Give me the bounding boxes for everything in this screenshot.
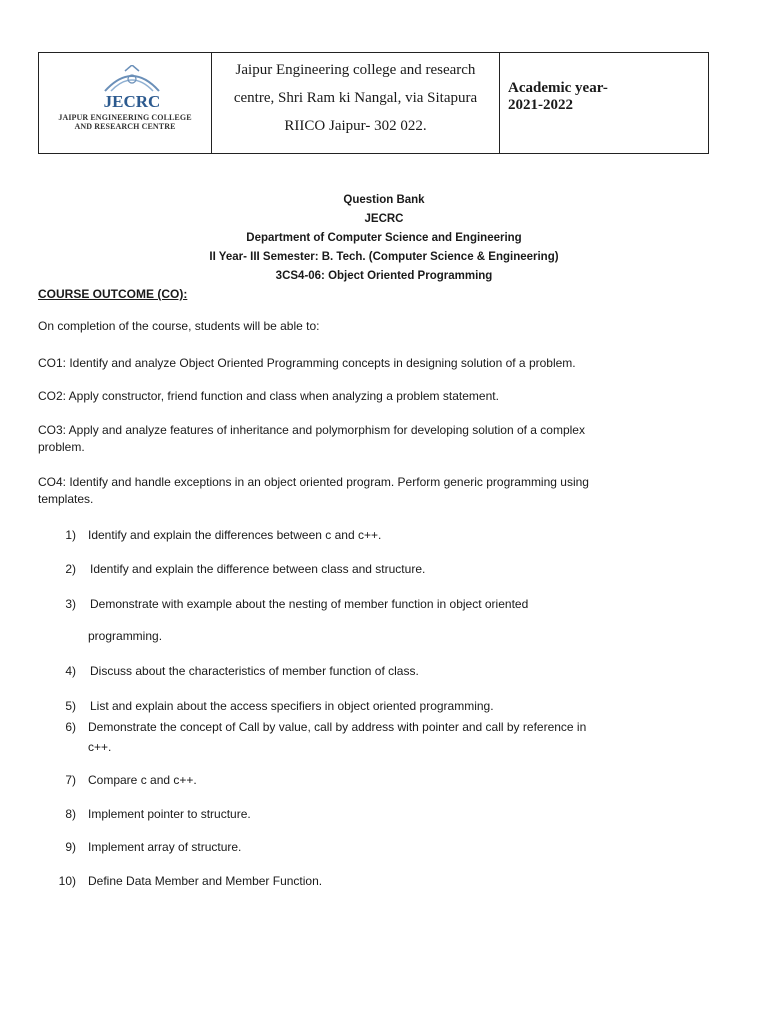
- co3-line-1: CO3: Apply and analyze features of inheritance and polymorphism for developing solution of a complex: [38, 423, 585, 437]
- question-number: 8): [65, 807, 76, 821]
- question-number: 3): [65, 597, 76, 611]
- logo-text: JECRC: [103, 92, 161, 111]
- question-text: Implement pointer to structure.: [88, 807, 251, 821]
- question-text: Identify and explain the difference between class and structure.: [90, 562, 426, 576]
- course-outcome-co3: [38, 422, 678, 456]
- address-line-2: centre, Shri Ram ki Nangal, via Sitapura: [233, 90, 478, 106]
- question-text: Define Data Member and Member Function.: [88, 874, 323, 888]
- header-table: [38, 52, 709, 154]
- question-text: Compare c and c++.: [88, 773, 197, 787]
- logo-cell: [39, 53, 212, 153]
- title-semester: II Year- III Semester: B. Tech. (Computer Science & Engineering): [209, 251, 559, 263]
- course-outcome-co1: CO1: Identify and analyze Object Oriented Programming concepts in designing solution of a problem.: [38, 356, 576, 370]
- co4-line-1: CO4: Identify and handle exceptions in an object oriented program. Perform generic programming using: [38, 475, 589, 489]
- question-number: 4): [65, 664, 76, 678]
- title-institution: JECRC: [364, 213, 404, 225]
- question-text: Implement array of structure.: [88, 840, 242, 854]
- co3-line-2: problem.: [38, 440, 85, 454]
- academic-year-label: Academic year-: [508, 80, 608, 96]
- course-outcome-heading: COURSE OUTCOME (CO):: [38, 287, 188, 301]
- question-text: Discuss about the characteristics of member function of class.: [90, 664, 419, 678]
- question-text-continued: programming.: [88, 629, 163, 643]
- address-line-3: RIICO Jaipur- 302 022.: [284, 118, 427, 134]
- question-text: Identify and explain the differences between c and c++.: [88, 528, 382, 542]
- question-number: 9): [65, 840, 76, 854]
- title-department: Department of Computer Science and Engineering: [246, 232, 522, 244]
- question-number: 7): [65, 773, 76, 787]
- question-number: 10): [58, 874, 76, 888]
- question-text: List and explain about the access specifiers in object oriented programming.: [90, 699, 494, 713]
- course-outcome-co2: CO2: Apply constructor, friend function and class when analyzing a problem statement.: [38, 389, 499, 403]
- address-cell: [212, 53, 500, 153]
- question-number: 1): [65, 528, 76, 542]
- logo-caption-line2: AND RESEARCH CENTRE: [74, 122, 176, 131]
- title-question-bank: Question Bank: [343, 194, 425, 206]
- question-number: 6): [65, 720, 76, 734]
- question-number: 2): [65, 562, 76, 576]
- address-line-1: Jaipur Engineering college and research: [235, 62, 476, 78]
- co4-line-2: templates.: [38, 492, 94, 506]
- course-outcome-intro: On completion of the course, students will be able to:: [38, 319, 320, 333]
- question-text: Demonstrate with example about the nesting of member function in object oriented: [90, 597, 529, 611]
- academic-year-value: 2021-2022: [508, 97, 573, 113]
- question-text: Demonstrate the concept of Call by value, call by address with pointer and call by reference in: [88, 720, 587, 734]
- question-text-continued: c++.: [88, 740, 112, 754]
- logo-caption-line1: JAIPUR ENGINEERING COLLEGE: [58, 113, 192, 122]
- course-outcome-co4: [38, 474, 678, 508]
- logo-caption: [43, 113, 207, 131]
- document-titles: [0, 191, 768, 286]
- jecrc-logo: [95, 65, 169, 113]
- question-number: 5): [65, 699, 76, 713]
- title-subject: 3CS4-06: Object Oriented Programming: [275, 270, 493, 282]
- academic-year-cell: [500, 53, 708, 153]
